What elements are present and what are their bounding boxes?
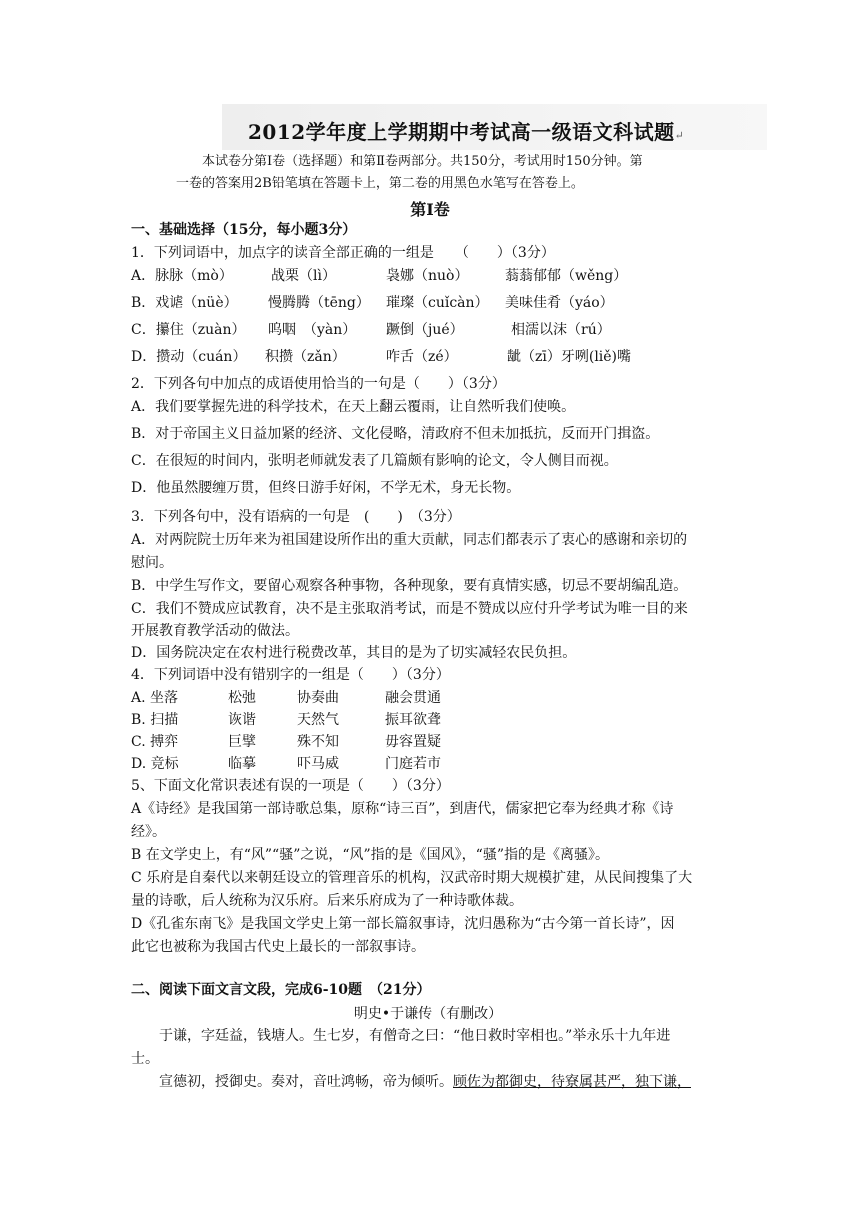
passage-p2-underlined: 顾佐为都御史，待寮属甚严，独下谦， <box>453 1074 691 1090</box>
q1-b-term2: 慢腾腾（tēng） <box>268 295 370 311</box>
q1-option-b[interactable] <box>131 293 771 313</box>
q3-option-a-line1[interactable]: A．对两院院士历年来为祖国建设所作出的重大贡献，同志们都表示了衷心的感谢和亲切的 <box>131 532 688 548</box>
q3-option-a-line2: 慰问。 <box>131 555 173 571</box>
q1-c-term1: C．攥住（zuàn） <box>131 322 246 338</box>
q4-d-word1: D. 竞标 <box>131 756 179 772</box>
q1-d-term4: 龇（zī）牙咧(liě)嘴 <box>507 349 632 365</box>
q3-option-c-line1[interactable]: C．我们不赞成应试教育，决不是主张取消考试，而是不赞成以应付升学考试为唯一目的来 <box>131 601 688 617</box>
q1-c-term4: 相濡以沫（rú） <box>511 322 611 338</box>
section2-heading: 二、阅读下面文言文段，完成6-10题 （21分） <box>131 982 431 998</box>
q4-d-word4: 门庭若市 <box>385 756 441 772</box>
q3-option-b[interactable]: B．中学生写作文，要留心观察各种事物，各种现象，要有真情实感，切忌不要胡编乱造。 <box>131 578 688 594</box>
passage-p1-line1: 于谦，字廷益，钱塘人。生七岁，有僧奇之曰：“他日救时宰相也。”举永乐十九年进 <box>159 1028 671 1044</box>
q1-a-term1: A．脉脉（mò） <box>131 268 233 284</box>
q4-c-word2: 巨擘 <box>228 734 256 750</box>
q1-option-a[interactable] <box>131 266 771 286</box>
q1-option-d[interactable] <box>131 347 771 367</box>
q1-b-term1: B．戏谑（nüè） <box>131 295 238 311</box>
q1-b-term4: 美味佳肴（yáo） <box>505 295 614 311</box>
q1-d-term2: 积攒（zǎn） <box>265 349 346 365</box>
q4-a-word3: 协奏曲 <box>297 690 339 706</box>
q4-b-word2: 诙谐 <box>228 712 256 728</box>
q4-a-word4: 融会贯通 <box>385 690 441 706</box>
exam-title: 2012学年度上学期期中考试高一级语文科试题↵ <box>248 120 685 144</box>
q1-a-term4: 蓊蓊郁郁（wěng） <box>505 268 628 284</box>
q2-stem: 2．下列各句中加点的成语使用恰当的一句是（ ）（3分） <box>131 376 506 392</box>
q4-option-c[interactable] <box>131 732 771 752</box>
q4-option-d[interactable] <box>131 754 771 774</box>
q3-stem: 3．下列各句中，没有语病的一句是 ( ) （3分） <box>131 509 461 525</box>
q5-stem: 5、下面文化常识表述有误的一项是（ ）（3分） <box>131 778 450 794</box>
q4-option-a[interactable] <box>131 688 771 708</box>
passage-p2-line1 <box>159 1072 691 1092</box>
q5-option-d-line1[interactable]: D《孔雀东南飞》是我国文学史上第一部长篇叙事诗，沈归愚称为“古今第一首长诗”，因 <box>131 916 675 932</box>
q1-stem: 1．下列词语中，加点字的读音全部正确的一组是 （ ）（3分） <box>131 245 555 261</box>
q2-option-c[interactable]: C．在很短的时间内，张明老师就发表了几篇颇有影响的论文，令人侧目而视。 <box>131 453 618 469</box>
passage-p2-plain: 宣德初，授御史。奏对，音吐鸿畅，帝为倾听。 <box>159 1074 453 1090</box>
return-mark-icon: ↵ <box>674 129 685 142</box>
passage-title: 明史•于谦传（有删改） <box>353 1006 503 1022</box>
volume-heading: 第Ⅰ卷 <box>410 200 450 219</box>
q1-d-term3: 咋舌（zé） <box>386 349 458 365</box>
q4-option-b[interactable] <box>131 710 771 730</box>
intro-line-2: 一卷的答案用2B铅笔填在答题卡上，第二卷的用黑色水笔写在答卷上。 <box>176 176 584 191</box>
q5-option-a-line1[interactable]: A《诗经》是我国第一部诗歌总集，原称“诗三百”，到唐代，儒家把它奉为经典才称《诗 <box>131 801 674 817</box>
q5-option-c-line2: 量的诗歌，后人统称为汉乐府。后来乐府成为了一种诗歌体裁。 <box>131 893 523 909</box>
q5-option-c-line1[interactable]: C 乐府是自秦代以来朝廷设立的管理音乐的机构，汉武帝时期大规模扩建，从民间搜集了大 <box>131 870 693 886</box>
intro-line-1: 本试卷分第Ⅰ卷（选择题）和第Ⅱ卷两部分。共150分，考试用时150分钟。第 <box>202 154 643 169</box>
q5-option-d-line2: 此它也被称为我国古代史上最长的一部叙事诗。 <box>131 939 425 955</box>
q3-option-d[interactable]: D．国务院决定在农村进行税费改革，其目的是为了切实减轻农民负担。 <box>131 645 577 661</box>
q4-stem: 4．下列词语中没有错别字的一组是（ ）（3分） <box>131 667 450 683</box>
q1-option-c[interactable] <box>131 320 771 340</box>
passage-p1-line2: 士。 <box>131 1051 159 1067</box>
q4-a-word2: 松弛 <box>228 690 256 706</box>
q1-b-term3: 璀璨（cuǐcàn） <box>386 295 489 311</box>
q2-option-a[interactable]: A．我们要掌握先进的科学技术，在天上翻云覆雨，让自然听我们使唤。 <box>131 399 576 415</box>
q2-option-b[interactable]: B．对于帝国主义日益加紧的经济、文化侵略，清政府不但未加抵抗，反而开门揖盗。 <box>131 426 660 442</box>
q4-c-word4: 毋容置疑 <box>385 734 441 750</box>
q4-d-word2: 临摹 <box>228 756 256 772</box>
q4-b-word4: 振耳欲聋 <box>385 712 441 728</box>
q5-option-b[interactable]: B 在文学史上，有“风”“骚”之说，“风”指的是《国风》，“骚”指的是《离骚》。 <box>131 847 609 863</box>
q4-b-word3: 天然气 <box>297 712 339 728</box>
q1-d-term1: D．攒动（cuán） <box>131 349 247 365</box>
q4-d-word3: 吓马威 <box>297 756 339 772</box>
q1-c-term3: 蹶倒（jué） <box>386 322 464 338</box>
q4-a-word1: A. 坐落 <box>131 690 179 706</box>
q4-c-word3: 殊不知 <box>297 734 339 750</box>
q2-option-d[interactable]: D．他虽然腰缠万贯，但终日游手好闲，不学无术，身无长物。 <box>131 480 521 496</box>
q1-a-term3: 袅娜（nuò） <box>386 268 469 284</box>
section1-heading: 一、基础选择（15分，每小题3分） <box>131 222 357 238</box>
q4-b-word1: B. 扫描 <box>131 712 179 728</box>
q1-a-term2: 战栗（lì） <box>271 268 336 284</box>
q4-c-word1: C. 搏弈 <box>131 734 179 750</box>
q1-c-term2: 呜咽 （yàn） <box>268 322 357 338</box>
q5-option-a-line2: 经》。 <box>131 824 166 840</box>
q3-option-c-line2: 开展教育教学活动的做法。 <box>131 623 299 639</box>
